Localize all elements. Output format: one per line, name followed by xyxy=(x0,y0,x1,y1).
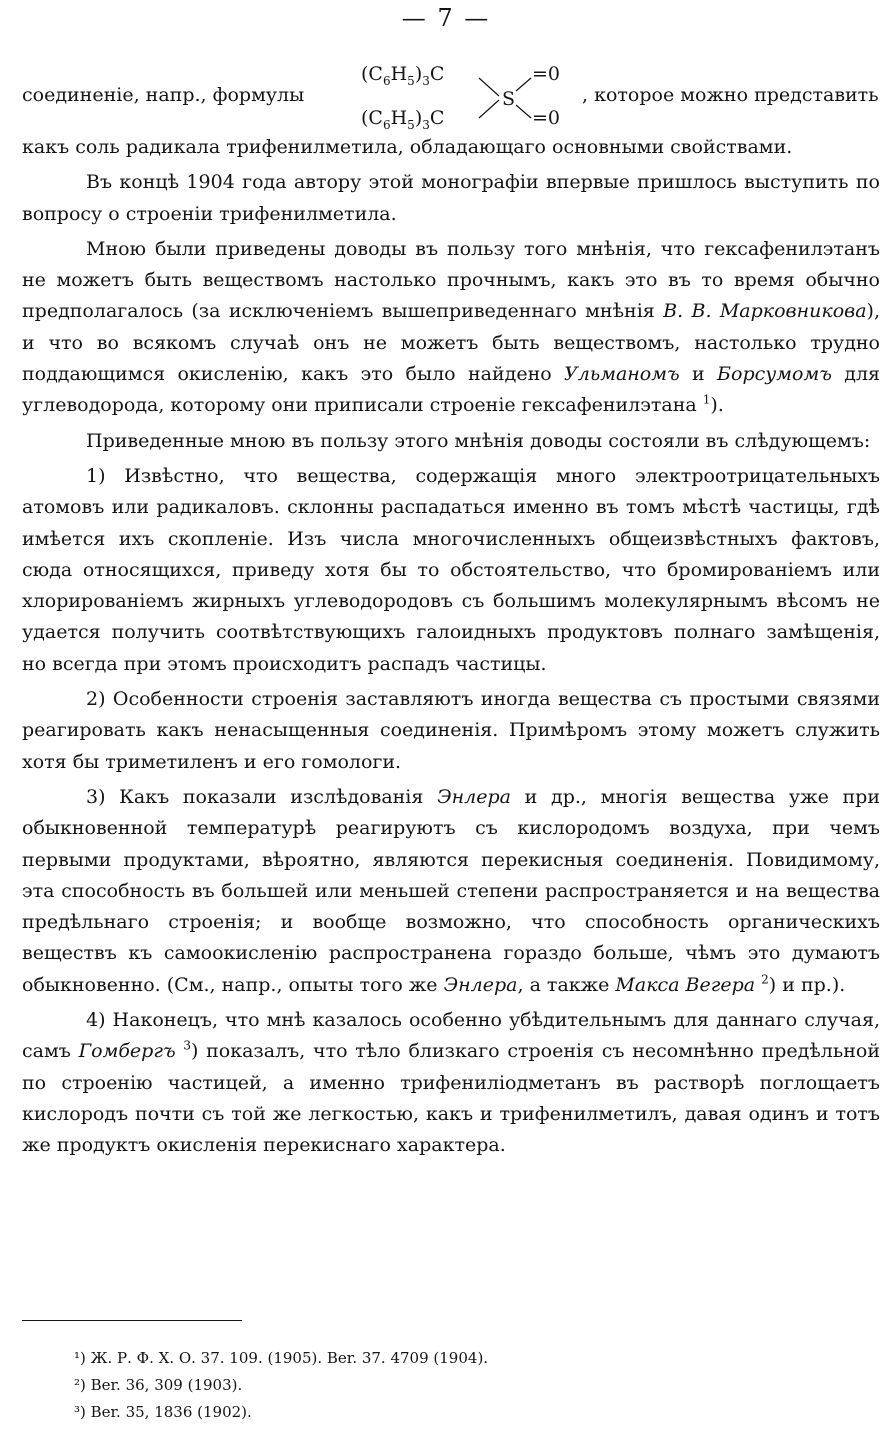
paragraph xyxy=(22,426,880,457)
text-run: Приведенные мною въ пользу этого мнѣнія доводы состояли въ слѣдующемъ: xyxy=(86,429,871,452)
text-run: и др., многія вещества уже при обыкновенной температурѣ реагируютъ съ кислородомъ воздуха, при чемъ первыми продуктами, вѣроятно, являются перекисныя соединенія. Повидимому, эта способность въ большей или меньшей степени распространяется и на вещества предѣльнаго строенія; и вообще возможно, что способность органическихъ веществъ къ самоокисленію распространена гораздо больше, чѣмъ это думаютъ обыкновенно. (См., напр., опыты того же xyxy=(22,785,880,996)
paragraph xyxy=(22,167,880,230)
text-run: Въ концѣ 1904 года автору этой монографіи впервые пришлось выступить по вопросу о строеніи трифенилметила. xyxy=(22,171,880,225)
text-run: , а также xyxy=(517,973,616,996)
paragraph xyxy=(22,1005,880,1161)
text-run: ), и что во всякомъ случаѣ онъ не можетъ быть веществомъ, настолько трудно поддающимся окисленію, какъ это было найдено xyxy=(22,300,880,386)
text-run: ) показалъ, что тѣло близкаго строенія съ несомнѣнно предѣльной по строенію частицей, а именно трифенилiодметанъ въ растворѣ поглощаетъ кислородъ почти съ той же легкостью, какъ и трифенилметилъ, давая одинъ и тотъ же продуктъ окисленія перекиснаго характера. xyxy=(22,1040,880,1157)
formula-oxygen-lower: =0 xyxy=(532,107,561,129)
italic-name: Ульманомъ xyxy=(564,363,680,386)
chemical-formula xyxy=(357,58,577,130)
footnote-ref: 1 xyxy=(702,393,711,408)
text-run: ) и пр.). xyxy=(768,973,846,996)
formula-bond-upper xyxy=(479,78,499,96)
footnote-3: ³) Ber. 35, 1836 (1902). xyxy=(74,1403,252,1421)
formula-bond-lower xyxy=(479,100,499,118)
italic-name: Борсумомъ xyxy=(717,363,832,386)
formula-drawing xyxy=(357,58,577,130)
footnote-2: ²) Ber. 36, 309 (1903). xyxy=(74,1376,243,1394)
italic-name: Энлера xyxy=(443,973,518,996)
paragraph xyxy=(22,782,880,1001)
paragraph xyxy=(22,461,880,680)
formula-sulfur: S xyxy=(502,88,516,110)
footnote-divider xyxy=(22,1320,242,1321)
italic-name: Энлера xyxy=(437,785,511,808)
formula-line xyxy=(22,58,882,130)
formula-bond-s-o-upper xyxy=(516,78,531,91)
formula-lower-group: $(C_6H_5)_3C$ xyxy=(361,107,445,130)
formula-trail-text: , которое можно представить xyxy=(582,84,879,106)
paragraph xyxy=(22,234,880,422)
page-number: — 7 — xyxy=(401,4,491,32)
text-run: ). xyxy=(710,394,724,417)
formula-bond-s-o-lower xyxy=(516,105,531,118)
footnotes xyxy=(74,1345,854,1426)
formula-upper-group: $(C_6H_5)_3C$ xyxy=(361,63,445,88)
text-run: 3) Какъ показали изслѣдованія xyxy=(86,785,438,808)
paragraph xyxy=(22,132,880,163)
text-run: 4) Наконецъ, что мнѣ казалось особенно убѣдительнымъ для даннаго случая, самъ xyxy=(22,1009,880,1063)
text-run: 1) Извѣстно, что вещества, содержащія много электроотрицательныхъ атомовъ или радикаловъ. склонны распадаться именно въ томъ мѣстѣ частицы, гдѣ имѣется ихъ скопленіе. Изъ числа многочисленныхъ общеизвѣстныхъ фактовъ, сюда относящихся, приведу хотя бы то обстоятельство, что бромированіемъ или хлорированіемъ жирныхъ углеводородовъ съ большимъ молекулярнымъ вѣсомъ не удается получить соотвѣтствующихъ галоидныхъ продуктовъ полнаго замѣщенія, но всегда при этомъ происходитъ распадъ частицы. xyxy=(22,464,880,675)
text-run: для углеводорода, которому они приписали строеніе гексафенилэтана xyxy=(22,363,881,417)
text-run: 2) Особенности строенія заставляютъ иногда вещества съ простыми связями реагировать какъ ненасыщенныя соединенія. Примѣромъ этому можетъ служить хотя бы триметиленъ и его гомологи. xyxy=(22,688,880,773)
footnote-ref: 2 xyxy=(761,972,769,987)
italic-name: Гомбергъ xyxy=(78,1040,176,1063)
footnote-1: ¹) Ж. Р. Ф. Х. О. 37. 109. (1905). Ber. 37. 4709 (1904). xyxy=(74,1349,489,1367)
italic-name: Макса Вегера xyxy=(615,973,756,996)
italic-name: В. В. Марковникова xyxy=(663,300,867,323)
formula-lead-text: соединеніе, напр., формулы xyxy=(22,84,305,106)
footnote-ref: 3 xyxy=(183,1038,191,1053)
formula-oxygen-upper: =0 xyxy=(532,63,561,85)
text-run: какъ соль радикала трифенилметила, обладающаго основными свойствами. xyxy=(22,136,793,158)
text-run: Мною были приведены доводы въ пользу того мнѣнія, что гексафенилэтанъ не можетъ быть веществомъ настолько прочнымъ, какъ это въ то время обычно предполагалось (за исключеніемъ вышеприведеннаго мнѣнія xyxy=(22,237,880,323)
paragraph xyxy=(22,684,880,778)
body-text xyxy=(22,132,880,1162)
text-run: и xyxy=(679,363,718,386)
